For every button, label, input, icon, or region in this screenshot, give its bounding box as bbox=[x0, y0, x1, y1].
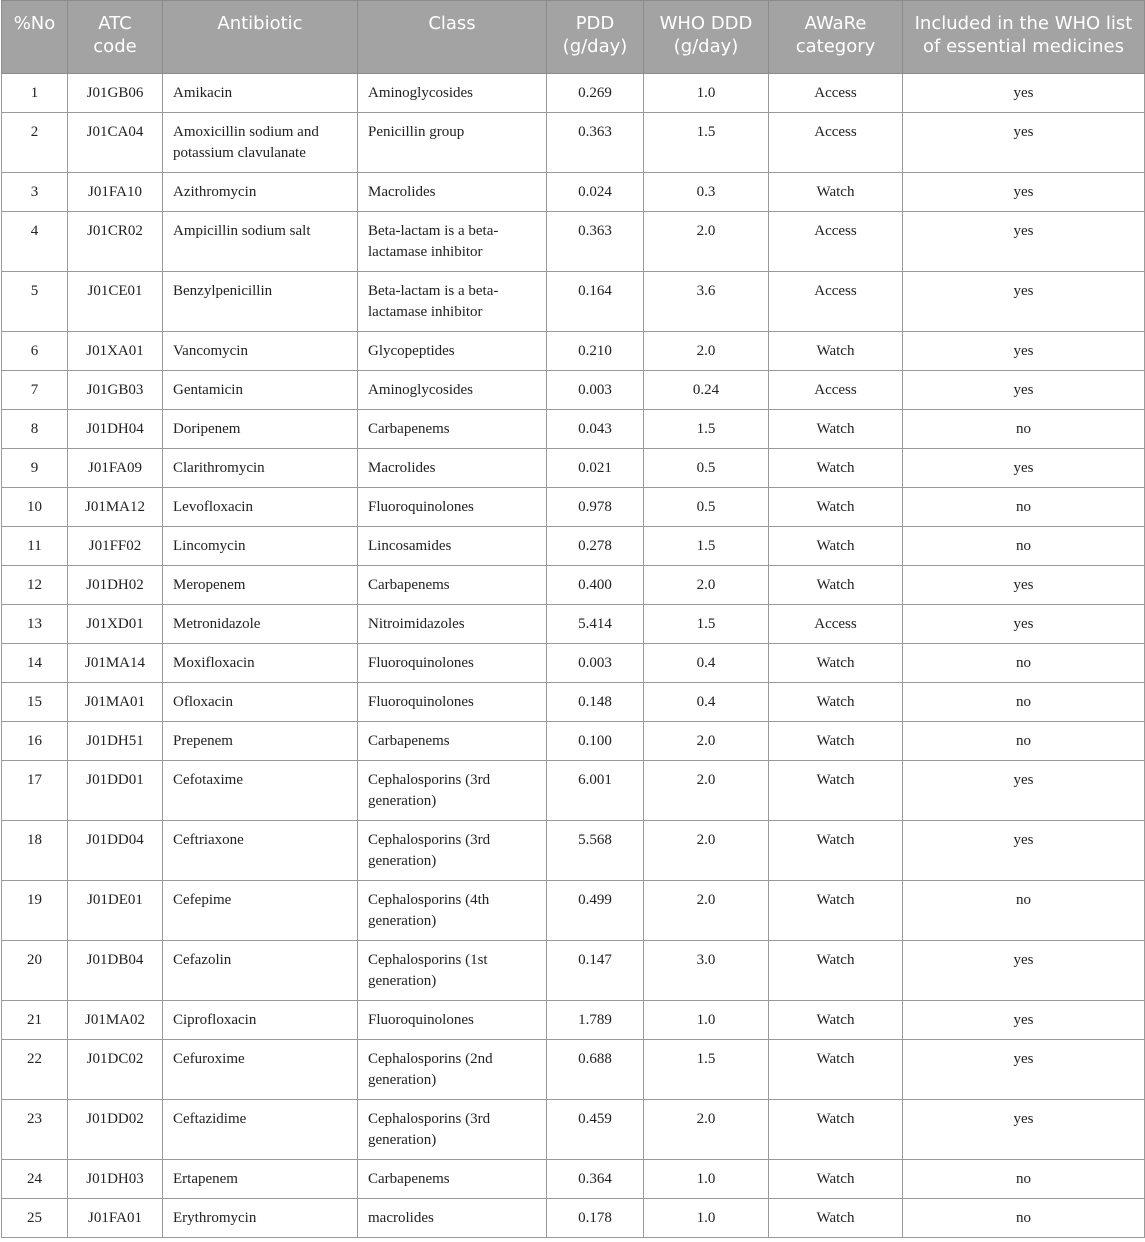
cell-essential: yes bbox=[903, 449, 1145, 488]
table-row bbox=[2, 449, 1145, 488]
cell-essential: yes bbox=[903, 566, 1145, 605]
table-body bbox=[2, 74, 1145, 1238]
table-row bbox=[2, 881, 1145, 941]
cell-antibiotic: Erythromycin bbox=[163, 1199, 358, 1238]
cell-who-ddd: 0.24 bbox=[644, 371, 769, 410]
cell-class: Carbapenems bbox=[358, 1160, 547, 1199]
cell-class: Beta-lactam is a beta-lactamase inhibitor bbox=[358, 272, 547, 332]
cell-atc-code: J01DE01 bbox=[68, 881, 163, 941]
cell-pdd: 0.178 bbox=[547, 1199, 644, 1238]
cell-essential: no bbox=[903, 881, 1145, 941]
cell-aware-category: Watch bbox=[769, 1160, 903, 1199]
cell-no: 22 bbox=[2, 1040, 68, 1100]
cell-aware-category: Watch bbox=[769, 941, 903, 1001]
cell-pdd: 6.001 bbox=[547, 761, 644, 821]
table-row bbox=[2, 1100, 1145, 1160]
cell-antibiotic: Vancomycin bbox=[163, 332, 358, 371]
cell-no: 12 bbox=[2, 566, 68, 605]
cell-antibiotic: Ceftriaxone bbox=[163, 821, 358, 881]
cell-aware-category: Access bbox=[769, 605, 903, 644]
header-aware-category: AWaRe category bbox=[769, 1, 903, 74]
cell-pdd: 0.021 bbox=[547, 449, 644, 488]
cell-aware-category: Watch bbox=[769, 332, 903, 371]
cell-pdd: 0.003 bbox=[547, 644, 644, 683]
cell-aware-category: Access bbox=[769, 212, 903, 272]
cell-atc-code: J01DH02 bbox=[68, 566, 163, 605]
cell-aware-category: Access bbox=[769, 371, 903, 410]
cell-antibiotic: Cefotaxime bbox=[163, 761, 358, 821]
cell-essential: yes bbox=[903, 1001, 1145, 1040]
table-row bbox=[2, 113, 1145, 173]
cell-no: 20 bbox=[2, 941, 68, 1001]
cell-atc-code: J01DD02 bbox=[68, 1100, 163, 1160]
cell-antibiotic: Cefazolin bbox=[163, 941, 358, 1001]
table-row bbox=[2, 644, 1145, 683]
cell-class: macrolides bbox=[358, 1199, 547, 1238]
cell-no: 2 bbox=[2, 113, 68, 173]
cell-no: 11 bbox=[2, 527, 68, 566]
cell-atc-code: J01MA14 bbox=[68, 644, 163, 683]
cell-who-ddd: 0.5 bbox=[644, 449, 769, 488]
cell-atc-code: J01MA12 bbox=[68, 488, 163, 527]
header-pdd: PDD (g/day) bbox=[547, 1, 644, 74]
cell-essential: yes bbox=[903, 332, 1145, 371]
cell-pdd: 0.400 bbox=[547, 566, 644, 605]
cell-class: Cephalosporins (1st generation) bbox=[358, 941, 547, 1001]
cell-no: 13 bbox=[2, 605, 68, 644]
cell-essential: yes bbox=[903, 941, 1145, 1001]
cell-no: 15 bbox=[2, 683, 68, 722]
cell-aware-category: Access bbox=[769, 74, 903, 113]
cell-antibiotic: Ofloxacin bbox=[163, 683, 358, 722]
cell-pdd: 0.978 bbox=[547, 488, 644, 527]
cell-essential: no bbox=[903, 410, 1145, 449]
cell-antibiotic: Clarithromycin bbox=[163, 449, 358, 488]
cell-atc-code: J01XD01 bbox=[68, 605, 163, 644]
cell-antibiotic: Ciprofloxacin bbox=[163, 1001, 358, 1040]
cell-atc-code: J01GB06 bbox=[68, 74, 163, 113]
cell-no: 1 bbox=[2, 74, 68, 113]
cell-who-ddd: 3.6 bbox=[644, 272, 769, 332]
cell-pdd: 0.688 bbox=[547, 1040, 644, 1100]
cell-who-ddd: 2.0 bbox=[644, 722, 769, 761]
cell-no: 7 bbox=[2, 371, 68, 410]
table-row bbox=[2, 761, 1145, 821]
cell-class: Carbapenems bbox=[358, 410, 547, 449]
table-row bbox=[2, 410, 1145, 449]
cell-atc-code: J01DH03 bbox=[68, 1160, 163, 1199]
cell-class: Cephalosporins (4th generation) bbox=[358, 881, 547, 941]
header-no: %No bbox=[2, 1, 68, 74]
cell-class: Macrolides bbox=[358, 173, 547, 212]
cell-class: Aminoglycosides bbox=[358, 74, 547, 113]
cell-who-ddd: 1.5 bbox=[644, 527, 769, 566]
cell-aware-category: Watch bbox=[769, 761, 903, 821]
cell-who-ddd: 2.0 bbox=[644, 1100, 769, 1160]
cell-class: Carbapenems bbox=[358, 722, 547, 761]
cell-atc-code: J01MA02 bbox=[68, 1001, 163, 1040]
cell-essential: yes bbox=[903, 212, 1145, 272]
cell-who-ddd: 2.0 bbox=[644, 332, 769, 371]
cell-class: Penicillin group bbox=[358, 113, 547, 173]
table-row bbox=[2, 272, 1145, 332]
cell-class: Cephalosporins (3rd generation) bbox=[358, 1100, 547, 1160]
cell-class: Fluoroquinolones bbox=[358, 1001, 547, 1040]
cell-essential: no bbox=[903, 1160, 1145, 1199]
cell-atc-code: J01CE01 bbox=[68, 272, 163, 332]
cell-no: 14 bbox=[2, 644, 68, 683]
cell-antibiotic: Lincomycin bbox=[163, 527, 358, 566]
cell-aware-category: Watch bbox=[769, 449, 903, 488]
cell-aware-category: Watch bbox=[769, 644, 903, 683]
cell-no: 6 bbox=[2, 332, 68, 371]
cell-atc-code: J01XA01 bbox=[68, 332, 163, 371]
cell-essential: no bbox=[903, 722, 1145, 761]
table-row bbox=[2, 1040, 1145, 1100]
cell-atc-code: J01DH51 bbox=[68, 722, 163, 761]
cell-pdd: 0.164 bbox=[547, 272, 644, 332]
cell-pdd: 0.210 bbox=[547, 332, 644, 371]
cell-antibiotic: Cefepime bbox=[163, 881, 358, 941]
cell-aware-category: Watch bbox=[769, 1100, 903, 1160]
cell-essential: no bbox=[903, 644, 1145, 683]
cell-class: Nitroimidazoles bbox=[358, 605, 547, 644]
cell-essential: yes bbox=[903, 272, 1145, 332]
cell-pdd: 5.568 bbox=[547, 821, 644, 881]
table-row bbox=[2, 371, 1145, 410]
cell-pdd: 0.100 bbox=[547, 722, 644, 761]
cell-who-ddd: 0.4 bbox=[644, 644, 769, 683]
table-row bbox=[2, 212, 1145, 272]
cell-antibiotic: Doripenem bbox=[163, 410, 358, 449]
cell-class: Aminoglycosides bbox=[358, 371, 547, 410]
cell-no: 19 bbox=[2, 881, 68, 941]
cell-pdd: 5.414 bbox=[547, 605, 644, 644]
cell-no: 5 bbox=[2, 272, 68, 332]
cell-class: Cephalosporins (3rd generation) bbox=[358, 761, 547, 821]
cell-antibiotic: Metronidazole bbox=[163, 605, 358, 644]
cell-who-ddd: 1.5 bbox=[644, 1040, 769, 1100]
cell-antibiotic: Benzylpenicillin bbox=[163, 272, 358, 332]
cell-no: 10 bbox=[2, 488, 68, 527]
cell-aware-category: Watch bbox=[769, 488, 903, 527]
cell-antibiotic: Amoxicillin sodium and potassium clavulanate bbox=[163, 113, 358, 173]
cell-atc-code: J01MA01 bbox=[68, 683, 163, 722]
header-row bbox=[2, 1, 1145, 74]
cell-antibiotic: Ertapenem bbox=[163, 1160, 358, 1199]
cell-no: 25 bbox=[2, 1199, 68, 1238]
cell-atc-code: J01FA10 bbox=[68, 173, 163, 212]
table-row bbox=[2, 821, 1145, 881]
cell-aware-category: Watch bbox=[769, 566, 903, 605]
cell-essential: no bbox=[903, 527, 1145, 566]
cell-who-ddd: 3.0 bbox=[644, 941, 769, 1001]
cell-atc-code: J01FA09 bbox=[68, 449, 163, 488]
cell-who-ddd: 2.0 bbox=[644, 821, 769, 881]
cell-no: 3 bbox=[2, 173, 68, 212]
table-row bbox=[2, 1160, 1145, 1199]
table-row bbox=[2, 173, 1145, 212]
cell-who-ddd: 2.0 bbox=[644, 761, 769, 821]
cell-pdd: 0.003 bbox=[547, 371, 644, 410]
cell-class: Lincosamides bbox=[358, 527, 547, 566]
cell-atc-code: J01DH04 bbox=[68, 410, 163, 449]
table-row bbox=[2, 566, 1145, 605]
cell-class: Carbapenems bbox=[358, 566, 547, 605]
cell-who-ddd: 1.5 bbox=[644, 605, 769, 644]
cell-antibiotic: Ampicillin sodium salt bbox=[163, 212, 358, 272]
cell-pdd: 0.499 bbox=[547, 881, 644, 941]
cell-who-ddd: 1.0 bbox=[644, 74, 769, 113]
header-antibiotic: Antibiotic bbox=[163, 1, 358, 74]
cell-class: Fluoroquinolones bbox=[358, 644, 547, 683]
cell-essential: no bbox=[903, 1199, 1145, 1238]
cell-antibiotic: Azithromycin bbox=[163, 173, 358, 212]
cell-no: 23 bbox=[2, 1100, 68, 1160]
cell-who-ddd: 1.5 bbox=[644, 410, 769, 449]
cell-no: 17 bbox=[2, 761, 68, 821]
cell-atc-code: J01FA01 bbox=[68, 1199, 163, 1238]
cell-no: 21 bbox=[2, 1001, 68, 1040]
cell-class: Beta-lactam is a beta-lactamase inhibitor bbox=[358, 212, 547, 272]
cell-who-ddd: 1.5 bbox=[644, 113, 769, 173]
cell-pdd: 0.364 bbox=[547, 1160, 644, 1199]
cell-no: 4 bbox=[2, 212, 68, 272]
cell-who-ddd: 1.0 bbox=[644, 1160, 769, 1199]
cell-who-ddd: 1.0 bbox=[644, 1199, 769, 1238]
cell-essential: yes bbox=[903, 173, 1145, 212]
table-row bbox=[2, 605, 1145, 644]
cell-aware-category: Watch bbox=[769, 1199, 903, 1238]
table-row bbox=[2, 527, 1145, 566]
cell-class: Cephalosporins (2nd generation) bbox=[358, 1040, 547, 1100]
cell-aware-category: Watch bbox=[769, 173, 903, 212]
cell-essential: yes bbox=[903, 74, 1145, 113]
cell-who-ddd: 2.0 bbox=[644, 566, 769, 605]
cell-antibiotic: Cefuroxime bbox=[163, 1040, 358, 1100]
cell-pdd: 0.148 bbox=[547, 683, 644, 722]
cell-who-ddd: 0.5 bbox=[644, 488, 769, 527]
cell-antibiotic: Moxifloxacin bbox=[163, 644, 358, 683]
cell-pdd: 0.278 bbox=[547, 527, 644, 566]
cell-aware-category: Access bbox=[769, 272, 903, 332]
cell-pdd: 1.789 bbox=[547, 1001, 644, 1040]
table-row bbox=[2, 1199, 1145, 1238]
cell-pdd: 0.363 bbox=[547, 113, 644, 173]
cell-pdd: 0.269 bbox=[547, 74, 644, 113]
cell-no: 24 bbox=[2, 1160, 68, 1199]
cell-pdd: 0.459 bbox=[547, 1100, 644, 1160]
cell-antibiotic: Amikacin bbox=[163, 74, 358, 113]
cell-atc-code: J01CR02 bbox=[68, 212, 163, 272]
cell-essential: yes bbox=[903, 113, 1145, 173]
cell-antibiotic: Levofloxacin bbox=[163, 488, 358, 527]
table-row bbox=[2, 332, 1145, 371]
cell-pdd: 0.043 bbox=[547, 410, 644, 449]
cell-essential: no bbox=[903, 488, 1145, 527]
cell-aware-category: Access bbox=[769, 113, 903, 173]
cell-aware-category: Watch bbox=[769, 881, 903, 941]
table-row bbox=[2, 74, 1145, 113]
cell-aware-category: Watch bbox=[769, 722, 903, 761]
cell-essential: yes bbox=[903, 371, 1145, 410]
table-row bbox=[2, 941, 1145, 1001]
cell-aware-category: Watch bbox=[769, 1040, 903, 1100]
cell-antibiotic: Meropenem bbox=[163, 566, 358, 605]
cell-essential: yes bbox=[903, 821, 1145, 881]
cell-pdd: 0.363 bbox=[547, 212, 644, 272]
cell-who-ddd: 1.0 bbox=[644, 1001, 769, 1040]
cell-essential: yes bbox=[903, 605, 1145, 644]
cell-antibiotic: Ceftazidime bbox=[163, 1100, 358, 1160]
table-row bbox=[2, 683, 1145, 722]
cell-no: 16 bbox=[2, 722, 68, 761]
cell-who-ddd: 2.0 bbox=[644, 212, 769, 272]
cell-antibiotic: Prepenem bbox=[163, 722, 358, 761]
cell-atc-code: J01GB03 bbox=[68, 371, 163, 410]
table-row bbox=[2, 1001, 1145, 1040]
table-row bbox=[2, 488, 1145, 527]
cell-class: Glycopeptides bbox=[358, 332, 547, 371]
cell-essential: no bbox=[903, 683, 1145, 722]
cell-aware-category: Watch bbox=[769, 1001, 903, 1040]
cell-no: 8 bbox=[2, 410, 68, 449]
cell-aware-category: Watch bbox=[769, 821, 903, 881]
header-atc-code: ATC code bbox=[68, 1, 163, 74]
cell-no: 9 bbox=[2, 449, 68, 488]
cell-class: Cephalosporins (3rd generation) bbox=[358, 821, 547, 881]
cell-antibiotic: Gentamicin bbox=[163, 371, 358, 410]
cell-atc-code: J01DD04 bbox=[68, 821, 163, 881]
header-who-ddd: WHO DDD (g/day) bbox=[644, 1, 769, 74]
cell-atc-code: J01FF02 bbox=[68, 527, 163, 566]
cell-aware-category: Watch bbox=[769, 683, 903, 722]
cell-atc-code: J01DB04 bbox=[68, 941, 163, 1001]
cell-who-ddd: 0.4 bbox=[644, 683, 769, 722]
cell-essential: yes bbox=[903, 1100, 1145, 1160]
cell-atc-code: J01DC02 bbox=[68, 1040, 163, 1100]
antibiotics-table bbox=[1, 0, 1145, 1238]
cell-class: Fluoroquinolones bbox=[358, 683, 547, 722]
cell-class: Fluoroquinolones bbox=[358, 488, 547, 527]
table-row bbox=[2, 722, 1145, 761]
header-essential-medicines: Included in the WHO list of essential medicines bbox=[903, 1, 1145, 74]
cell-class: Macrolides bbox=[358, 449, 547, 488]
cell-no: 18 bbox=[2, 821, 68, 881]
cell-essential: yes bbox=[903, 1040, 1145, 1100]
cell-aware-category: Watch bbox=[769, 527, 903, 566]
cell-aware-category: Watch bbox=[769, 410, 903, 449]
cell-essential: yes bbox=[903, 761, 1145, 821]
cell-who-ddd: 2.0 bbox=[644, 881, 769, 941]
header-class: Class bbox=[358, 1, 547, 74]
cell-atc-code: J01DD01 bbox=[68, 761, 163, 821]
cell-pdd: 0.147 bbox=[547, 941, 644, 1001]
cell-atc-code: J01CA04 bbox=[68, 113, 163, 173]
cell-pdd: 0.024 bbox=[547, 173, 644, 212]
cell-who-ddd: 0.3 bbox=[644, 173, 769, 212]
